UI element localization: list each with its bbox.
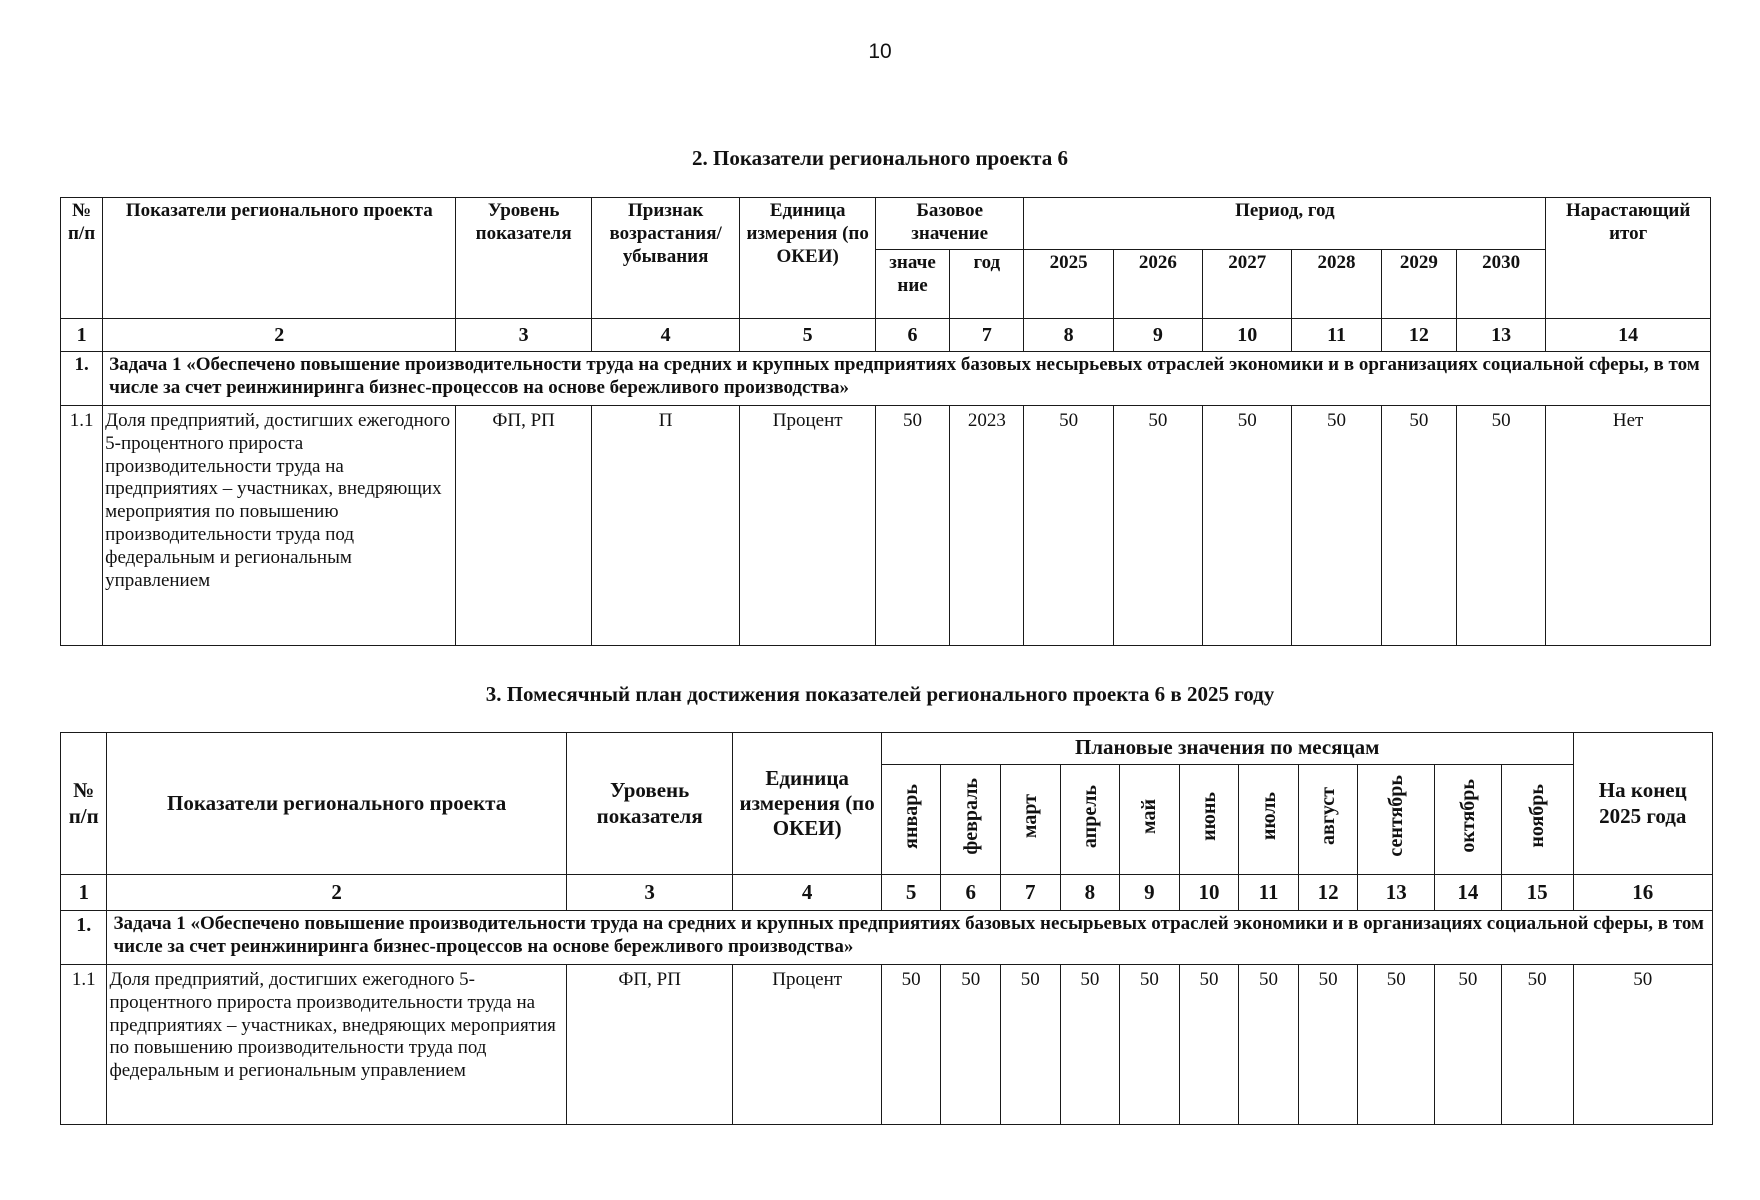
column-number: 1 xyxy=(61,319,103,352)
header-month xyxy=(941,765,1001,875)
column-number: 6 xyxy=(941,875,1001,911)
column-number: 2 xyxy=(103,319,456,352)
month-label: январь xyxy=(900,783,923,849)
month-label: май xyxy=(1138,798,1161,834)
year-value: 50 xyxy=(1113,406,1202,646)
column-number: 16 xyxy=(1573,875,1713,911)
month-label: октябрь xyxy=(1456,779,1479,853)
column-number: 1 xyxy=(61,875,107,911)
header-sign: Признак возрастания/ убывания xyxy=(591,198,740,319)
month-label: сентябрь xyxy=(1385,775,1408,857)
header-month xyxy=(1298,765,1358,875)
header-num: № п/п xyxy=(61,733,107,875)
cumulative-value: Нет xyxy=(1546,406,1711,646)
month-value: 50 xyxy=(941,965,1001,1125)
column-number: 6 xyxy=(875,319,949,352)
column-number: 10 xyxy=(1179,875,1239,911)
header-cumulative: Нарастающий итог xyxy=(1546,198,1711,319)
month-value: 50 xyxy=(1060,965,1120,1125)
column-number: 3 xyxy=(566,875,733,911)
indicator-level: ФП, РП xyxy=(456,406,591,646)
month-value: 50 xyxy=(1435,965,1502,1125)
year-value: 50 xyxy=(1203,406,1292,646)
header-month xyxy=(1001,765,1061,875)
header-year: 2026 xyxy=(1113,250,1202,319)
indicator-sign: П xyxy=(591,406,740,646)
month-label: февраль xyxy=(959,777,982,855)
column-number: 3 xyxy=(456,319,591,352)
task-num: 1. xyxy=(61,911,107,965)
month-value: 50 xyxy=(1298,965,1358,1125)
column-number: 12 xyxy=(1298,875,1358,911)
indicator-unit: Процент xyxy=(733,965,881,1125)
task-row xyxy=(61,352,1711,406)
monthly-plan-table xyxy=(60,732,1713,1125)
column-number: 9 xyxy=(1120,875,1180,911)
header-month xyxy=(1060,765,1120,875)
indicators-table xyxy=(60,197,1711,646)
column-number: 13 xyxy=(1358,875,1435,911)
month-value: 50 xyxy=(1358,965,1435,1125)
header-year: 2030 xyxy=(1456,250,1545,319)
indicator-unit: Процент xyxy=(740,406,875,646)
row-num: 1.1 xyxy=(61,406,103,646)
header-unit: Единица измерения (по ОКЕИ) xyxy=(740,198,875,319)
column-number: 9 xyxy=(1113,319,1202,352)
task-text: Задача 1 «Обеспечено повышение производительности труда на средних и крупных предприятиях базовых несырьевых отраслей экономики и в организациях социальной сферы, в том числе за счет реинжиниринга бизнес-процессов на основе бережливого производства» xyxy=(103,352,1711,406)
column-number-row xyxy=(61,875,1713,911)
indicator-name: Доля предприятий, достигших ежегодного 5-процентного прироста производительности труда на предприятиях – участниках, внедряющих мероприятия по повышению производительности труда под федеральным и региональным управлением xyxy=(107,965,566,1125)
column-number: 11 xyxy=(1239,875,1299,911)
month-value: 50 xyxy=(1001,965,1061,1125)
column-number-row xyxy=(61,319,1711,352)
indicator-level: ФП, РП xyxy=(566,965,733,1125)
header-month xyxy=(1501,765,1573,875)
header-month xyxy=(881,765,941,875)
header-month xyxy=(1358,765,1435,875)
table-row xyxy=(61,965,1713,1125)
header-year: 2028 xyxy=(1292,250,1381,319)
end-of-year-value: 50 xyxy=(1573,965,1713,1125)
header-name: Показатели регионального проекта xyxy=(107,733,566,875)
year-value: 50 xyxy=(1024,406,1113,646)
page-number: 10 xyxy=(868,40,892,63)
column-number: 5 xyxy=(881,875,941,911)
header-base-year: год xyxy=(950,250,1024,319)
year-value: 50 xyxy=(1456,406,1545,646)
header-year: 2029 xyxy=(1381,250,1456,319)
column-number: 13 xyxy=(1456,319,1545,352)
indicator-name: Доля предприятий, достигших ежегодного 5-процентного прироста производительности труда на предприятиях – участниках, внедряющих мероприятия по повышению производительности труда под федеральным и региональным управлением xyxy=(103,406,456,646)
month-label: март xyxy=(1019,794,1042,839)
header-name: Показатели регионального проекта xyxy=(103,198,456,319)
header-base: Базовое значение xyxy=(875,198,1024,250)
header-num: № п/п xyxy=(61,198,103,319)
month-value: 50 xyxy=(1239,965,1299,1125)
section-title-indicators: 2. Показатели регионального проекта 6 xyxy=(692,146,1068,170)
month-label: апрель xyxy=(1078,784,1101,848)
column-number: 2 xyxy=(107,875,566,911)
column-number: 7 xyxy=(1001,875,1061,911)
month-value: 50 xyxy=(881,965,941,1125)
column-number: 4 xyxy=(733,875,881,911)
month-value: 50 xyxy=(1179,965,1239,1125)
column-number: 5 xyxy=(740,319,875,352)
header-month xyxy=(1179,765,1239,875)
task-text: Задача 1 «Обеспечено повышение производительности труда на средних и крупных предприятиях базовых несырьевых отраслей экономики и в организациях социальной сферы, в том числе за счет реинжиниринга бизнес-процессов на основе бережливого производства» xyxy=(107,911,1713,965)
header-unit: Единица измерения (по ОКЕИ) xyxy=(733,733,881,875)
header-year: 2025 xyxy=(1024,250,1113,319)
table-row xyxy=(61,406,1711,646)
column-number: 14 xyxy=(1546,319,1711,352)
column-number: 8 xyxy=(1024,319,1113,352)
column-number: 4 xyxy=(591,319,740,352)
column-number: 14 xyxy=(1435,875,1502,911)
header-end: На конец 2025 года xyxy=(1573,733,1713,875)
header-month xyxy=(1120,765,1180,875)
base-value: 50 xyxy=(875,406,949,646)
column-number: 7 xyxy=(950,319,1024,352)
row-num: 1.1 xyxy=(61,965,107,1125)
column-number: 10 xyxy=(1203,319,1292,352)
column-number: 11 xyxy=(1292,319,1381,352)
year-value: 50 xyxy=(1292,406,1381,646)
header-planned: Плановые значения по месяцам xyxy=(881,733,1573,765)
header-month xyxy=(1239,765,1299,875)
task-num: 1. xyxy=(61,352,103,406)
month-label: август xyxy=(1317,787,1340,846)
month-label: июнь xyxy=(1197,791,1220,841)
header-level: Уровень показателя xyxy=(456,198,591,319)
header-period: Период, год xyxy=(1024,198,1546,250)
column-number: 8 xyxy=(1060,875,1120,911)
base-year: 2023 xyxy=(950,406,1024,646)
task-row xyxy=(61,911,1713,965)
month-label: июль xyxy=(1257,792,1280,841)
header-level: Уровень показателя xyxy=(566,733,733,875)
month-label: ноябрь xyxy=(1526,784,1549,848)
month-value: 50 xyxy=(1501,965,1573,1125)
header-base-value: значе ние xyxy=(875,250,949,319)
header-year: 2027 xyxy=(1203,250,1292,319)
column-number: 15 xyxy=(1501,875,1573,911)
year-value: 50 xyxy=(1381,406,1456,646)
section-title-monthly-plan: 3. Помесячный план достижения показателей регионального проекта 6 в 2025 году xyxy=(485,682,1275,706)
header-month xyxy=(1435,765,1502,875)
month-value: 50 xyxy=(1120,965,1180,1125)
column-number: 12 xyxy=(1381,319,1456,352)
